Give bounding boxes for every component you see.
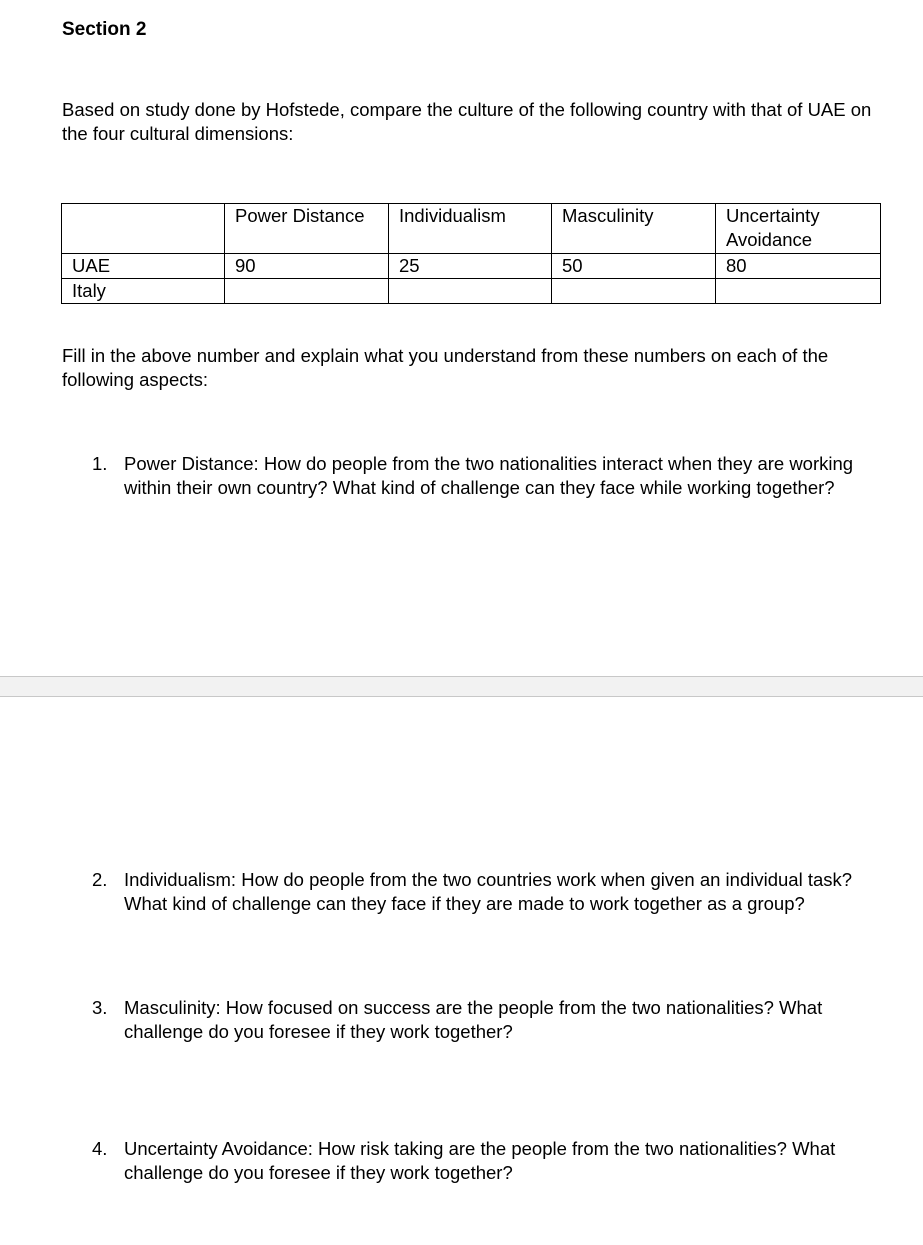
row-italy-masculinity[interactable]	[552, 279, 716, 304]
header-cell-individualism: Individualism	[389, 204, 552, 254]
instructions-paragraph: Fill in the above number and explain what you understand from these numbers on each of the following aspects:	[62, 345, 829, 390]
question-item	[92, 868, 892, 916]
header-cell-uncertainty-avoidance: Uncertainty Avoidance	[716, 204, 881, 254]
row-italy-individualism[interactable]	[389, 279, 552, 304]
row-uae-masculinity: 50	[552, 254, 716, 279]
header-cell-masculinity: Masculinity	[552, 204, 716, 254]
section-title: Section 2	[62, 19, 147, 40]
question-text: Power Distance: How do people from the two nationalities interact when they are working within their own country? What kind of challenge can they face while working together?	[124, 453, 854, 498]
row-uae-power-distance: 90	[225, 254, 389, 279]
hofstede-dimensions-table	[61, 203, 881, 304]
question-number: 2.	[92, 869, 108, 890]
row-uae-individualism: 25	[389, 254, 552, 279]
row-italy-country: Italy	[62, 279, 225, 304]
row-uae-uncertainty-avoidance: 80	[716, 254, 881, 279]
row-italy-power-distance[interactable]	[225, 279, 389, 304]
row-italy-uncertainty-avoidance[interactable]	[716, 279, 881, 304]
question-text: Masculinity: How focused on success are the people from the two nationalities? What challenge do you foresee if they work together?	[124, 997, 823, 1042]
question-number: 4.	[92, 1138, 108, 1159]
question-number: 1.	[92, 453, 108, 474]
question-text: Uncertainty Avoidance: How risk taking are the people from the two nationalities? What challenge do you foresee if they work together?	[124, 1138, 836, 1183]
page-divider	[0, 676, 923, 697]
question-item	[92, 996, 892, 1044]
header-cell-blank	[62, 204, 225, 254]
table-row	[62, 279, 881, 304]
header-cell-power-distance: Power Distance	[225, 204, 389, 254]
table-header-row	[62, 204, 881, 254]
intro-paragraph: Based on study done by Hofstede, compare the culture of the following country with that of UAE on the four cultural dimensions:	[62, 99, 872, 144]
question-text: Individualism: How do people from the two countries work when given an individual task? What kind of challenge can they face if they are made to work together as a group?	[124, 869, 853, 914]
question-item	[92, 1137, 892, 1185]
row-uae-country: UAE	[62, 254, 225, 279]
question-item	[92, 452, 892, 500]
question-number: 3.	[92, 997, 108, 1018]
table-row	[62, 254, 881, 279]
